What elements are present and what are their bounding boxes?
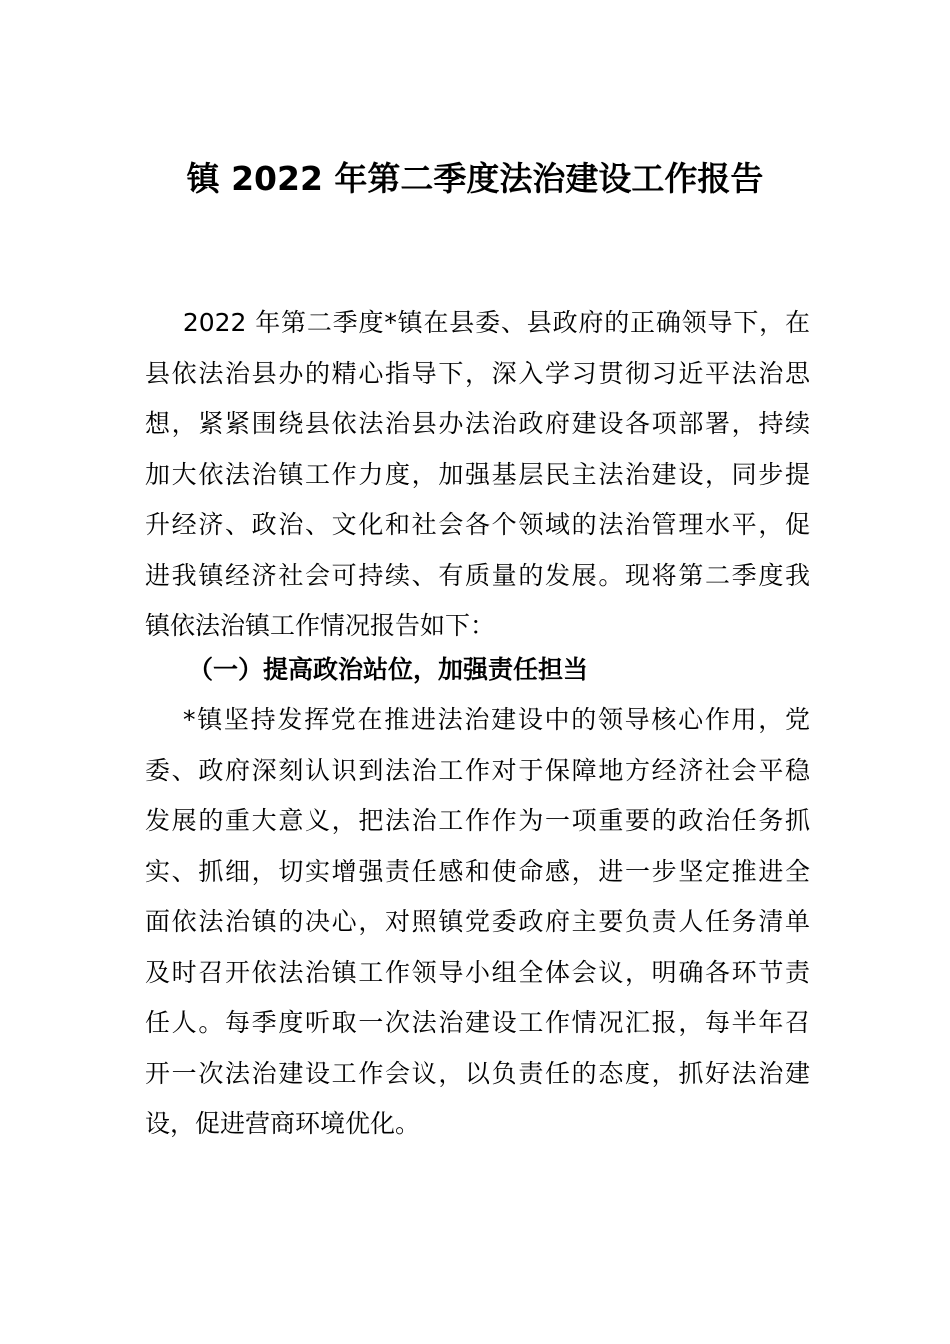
paragraph-line: 实、抓细，切实增强责任感和使命感，进一步坚定推进全	[145, 856, 810, 886]
paragraph-line: 及时召开依法治镇工作领导小组全体会议，明确各环节责	[145, 957, 810, 987]
paragraph-line: 升经济、政治、文化和社会各个领域的法治管理水平，促	[145, 510, 810, 539]
document-title: 镇 2022 年第二季度法治建设工作报告	[186, 159, 764, 198]
paragraph-line: *镇坚持发挥党在推进法治建设中的领导核心作用，党	[183, 705, 810, 734]
paragraph-line: 加大依法治镇工作力度，加强基层民主法治建设，同步提	[145, 459, 810, 489]
paragraph-line: 委、政府深刻认识到法治工作对于保障地方经济社会平稳	[145, 755, 810, 785]
paragraph-line: 2022 年第二季度*镇在县委、县政府的正确领导下，在	[157, 308, 810, 337]
section-heading: （一）提高政治站位，加强责任担当	[188, 655, 589, 684]
paragraph-section1	[145, 695, 810, 1150]
paragraph-line: 面依法治镇的决心，对照镇党委政府主要负责人任务清单	[145, 907, 810, 936]
paragraph-line: 镇依法治镇工作情况报告如下：	[145, 611, 496, 640]
paragraph-intro	[145, 298, 810, 652]
paragraph-line: 开一次法治建设工作会议，以负责任的态度，抓好法治建	[145, 1058, 810, 1088]
paragraph-line: 设，促进营商环境优化。	[145, 1109, 421, 1138]
paragraph-line: 想，紧紧围绕县依法治县办法治政府建设各项部署，持续	[145, 409, 810, 438]
paragraph-line: 进我镇经济社会可持续、有质量的发展。现将第二季度我	[145, 560, 810, 590]
paragraph-line: 任人。每季度听取一次法治建设工作情况汇报，每半年召	[145, 1008, 810, 1037]
paragraph-line: 发展的重大意义，把法治工作作为一项重要的政治任务抓	[145, 806, 810, 835]
paragraph-line: 县依法治县办的精心指导下，深入学习贯彻习近平法治思	[145, 358, 810, 388]
